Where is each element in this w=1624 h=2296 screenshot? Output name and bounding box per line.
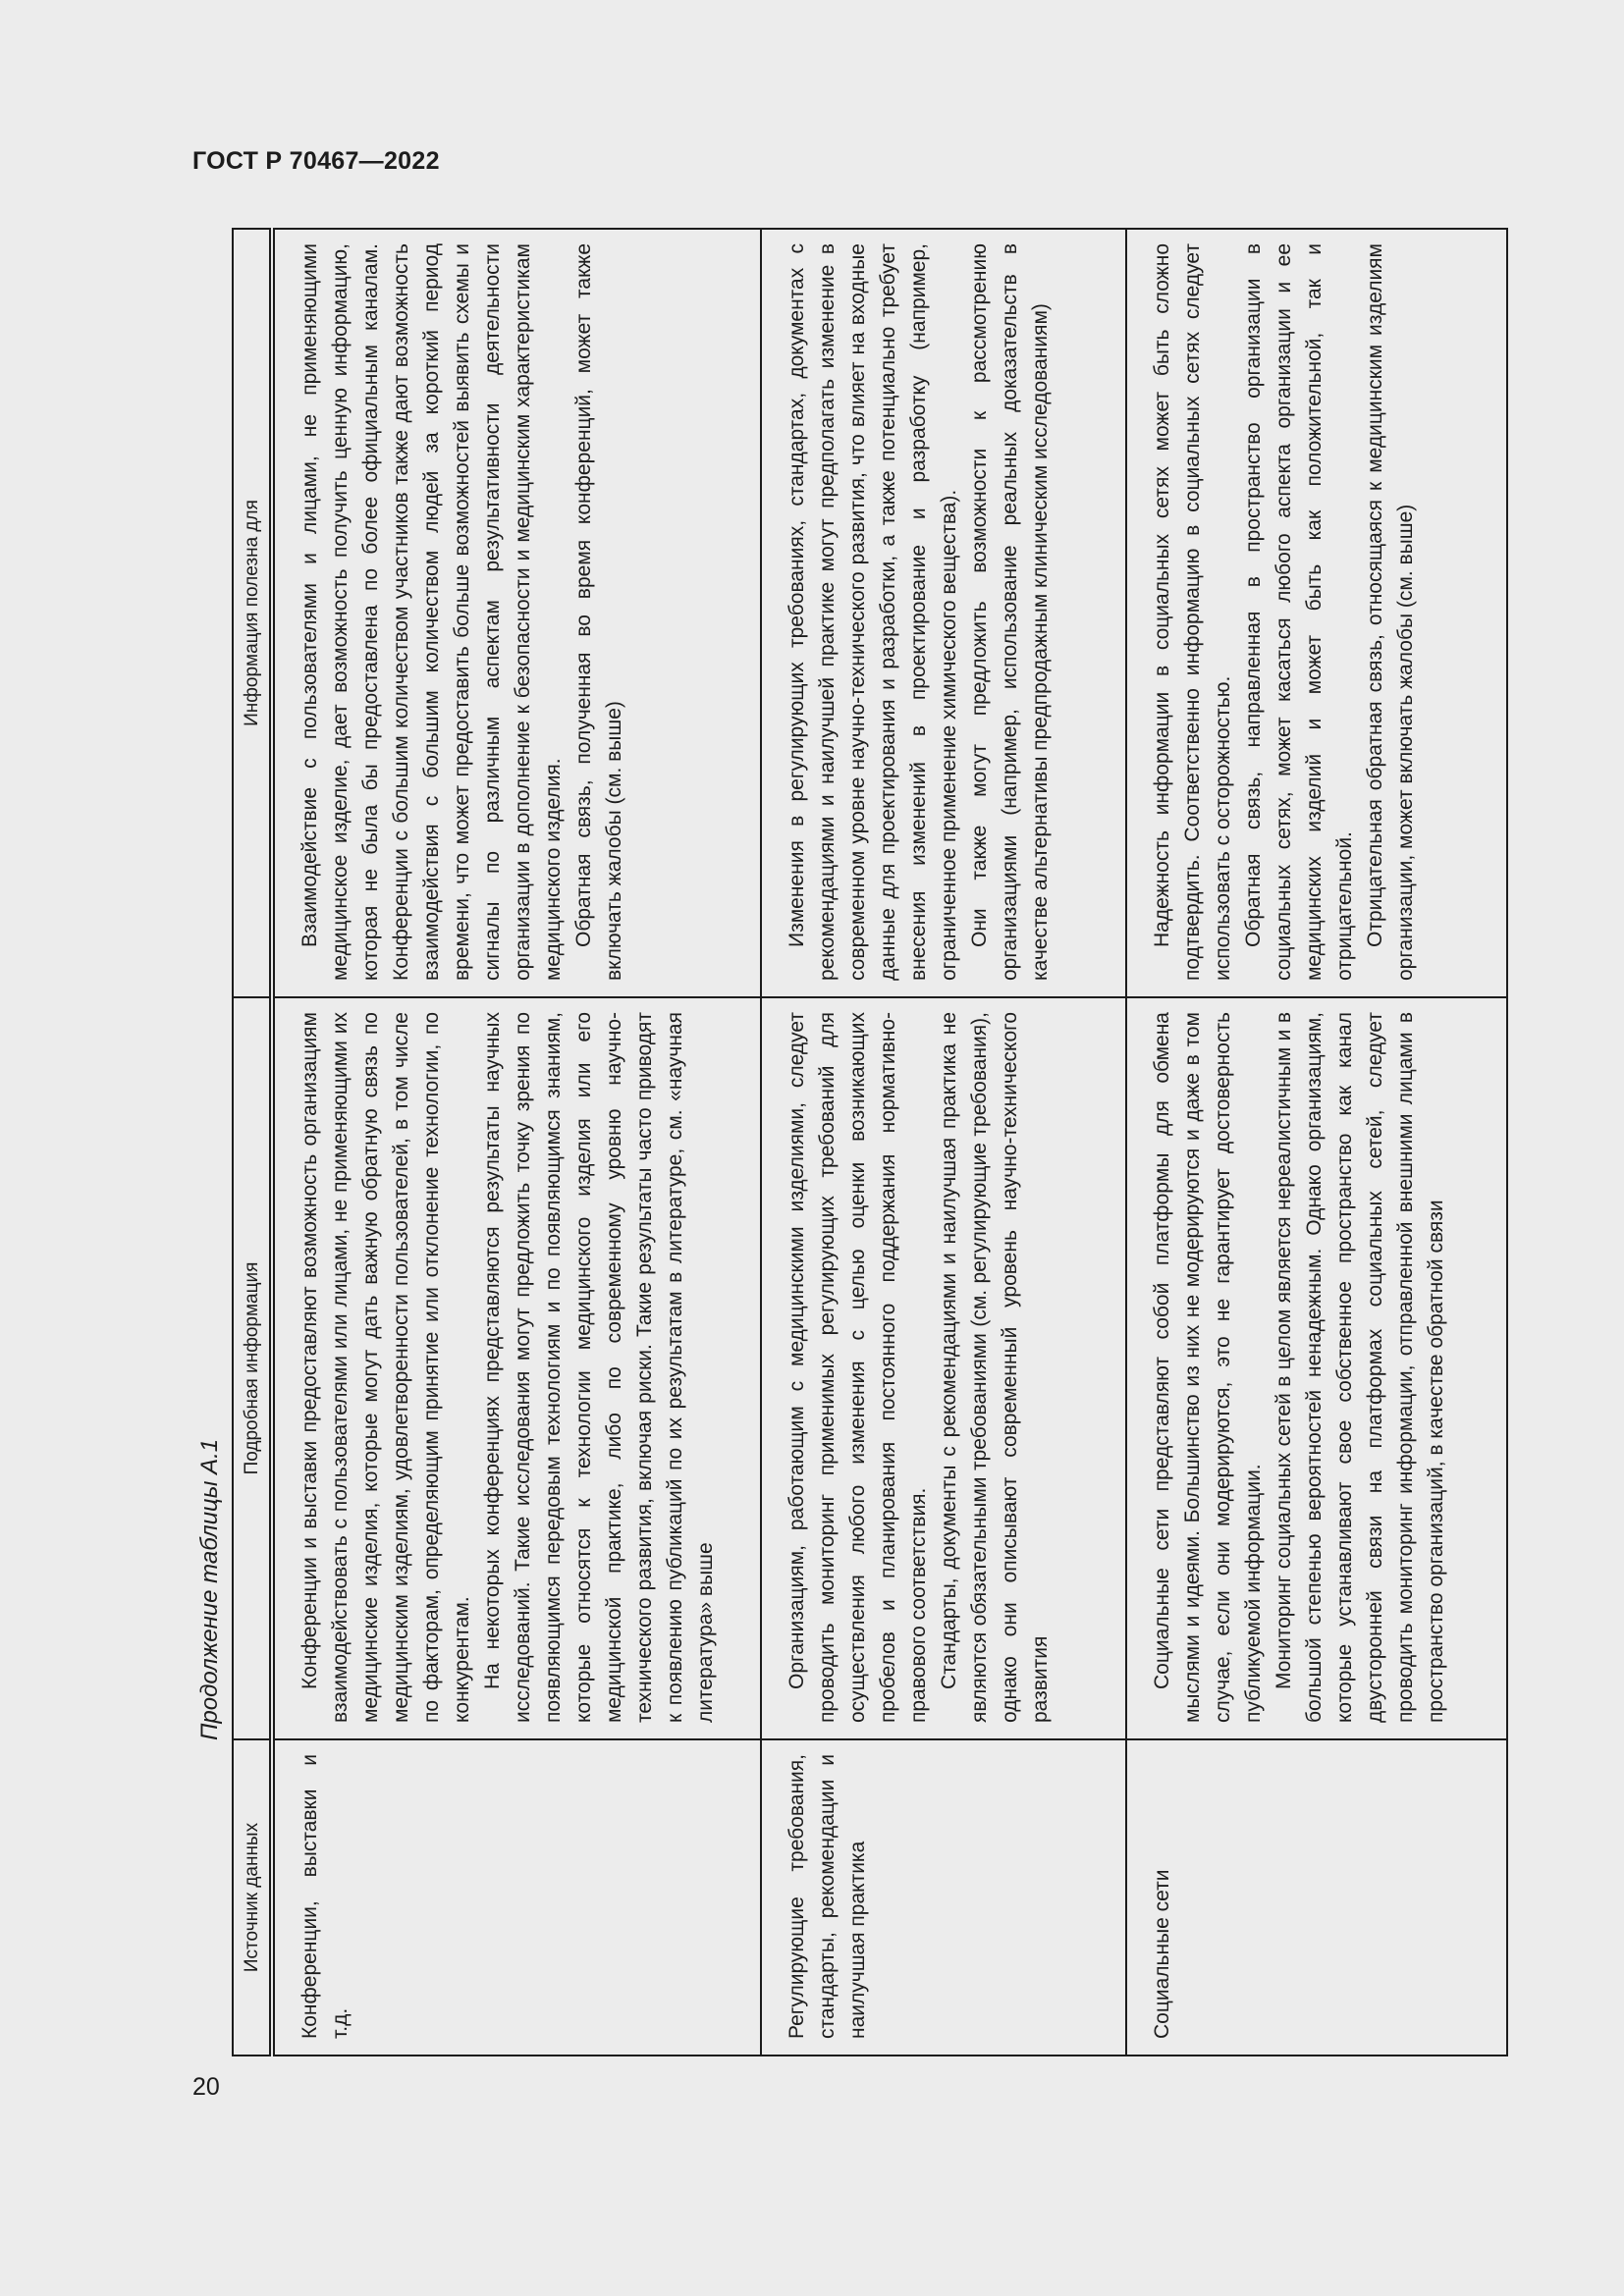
table-row bbox=[272, 229, 761, 2056]
details-cell bbox=[761, 997, 1126, 1739]
useful-paragraph: Надежность информации в социальных сетях может быть сложно подтвердить. Соответственно информацию в социальных сетях следует использовать с осторожностью. bbox=[1151, 243, 1234, 981]
column-header-source: Источник данных bbox=[233, 1739, 272, 2056]
document-title: ГОСТ Р 70467—2022 bbox=[192, 147, 440, 175]
details-paragraph: Стандарты, документы с рекомендациями и наилучшая практика не являются обязательными требованиями (см. регулирующие требования), однако они описывают современный уровень научно-технического развития bbox=[938, 1012, 1052, 1723]
page-number: 20 bbox=[192, 2073, 220, 2101]
details-cell bbox=[272, 997, 761, 1739]
useful-paragraph: Отрицательная обратная связь, относящаяся к медицинским изделиям организации, может включать жалобы (см. выше) bbox=[1364, 243, 1417, 981]
details-paragraph: Социальные сети представляют собой платформы для обмена мыслями и идеями. Большинство из них не модерируются и даже в том случае, если они модерируются, это не гарантирует достоверность публикуемой информации. bbox=[1151, 1012, 1265, 1723]
details-paragraph: Организациям, работающим с медицинскими изделиями, следует проводить мониторинг применимых регулирующих требований для осуществления любого изменения с целью оценки возникающих пробелов и планирования постоянного поддержания нормативно-правового соответствия. bbox=[785, 1012, 930, 1723]
rotated-landscape-content bbox=[192, 0, 1624, 2056]
table-header-row bbox=[233, 229, 272, 2056]
useful-paragraph: Изменения в регулирующих требованиях, стандартах, документах с рекомендациями и наилучшей практике могут предполагать изменение в современном уровне научно-технического развития, что влияет на входные данные для проектирования и разработки, а также потенциально требует внесения изменений в проектирование и разработку (например, ограниченное применение химического вещества). bbox=[785, 243, 960, 981]
useful-paragraph: Обратная связь, направленная в пространство организации в социальных сетях, может касаться любого аспекта организации и ее медицинских изделий и может быть как положительной, так и отрицательной. bbox=[1242, 243, 1356, 981]
data-sources-table bbox=[232, 228, 1508, 2056]
useful-cell bbox=[272, 229, 761, 997]
useful-cell bbox=[1126, 229, 1507, 997]
column-header-details: Подробная информация bbox=[233, 997, 272, 1739]
details-paragraph: Конференции и выставки предоставляют возможность организациям взаимодействовать с пользователями или лицами, не применяющими их медицинские изделия, которые могут дать важную обратную связь по медицинским изделиям, удовлетворенности пользователей, в том числе по факторам, определяющим принятие или отклонение технологии, по конкурентам. bbox=[298, 1012, 473, 1723]
source-cell: Социальные сети bbox=[1126, 1739, 1507, 2056]
table-row bbox=[761, 229, 1126, 2056]
column-header-useful: Информация полезна для bbox=[233, 229, 272, 997]
details-paragraph: На некоторых конференциях представляются результаты научных исследований. Такие исследования могут предложить точку зрения по появляющимся передовым технологиям и по появляющимся знаниям, которые относятся к технологии медицинского изделия или его медицинской практике, либо по современному уровню научно-технического развития, включая риски. Такие результаты часто приводят к появлению публикаций по их результатам в литературе, см. «научная литература» выше bbox=[481, 1012, 717, 1723]
useful-paragraph: Взаимодействие с пользователями и лицами, не применяющими медицинское изделие, дает возможность получить ценную информацию, которая не была бы предоставлена по более официальным каналам. Конференции с большим количеством участников также дают возможность взаимодействия с большим количеством людей за короткий период времени, что может предоставить больше возможностей выявить схемы и сигналы по различным аспектам результативности деятельности организации в дополнение к безопасности и медицинским характеристикам медицинского изделия. bbox=[298, 243, 565, 981]
table-row bbox=[1126, 229, 1507, 2056]
details-paragraph: Мониторинг социальных сетей в целом является нереалистичным и в большой степенью вероятностей ненадежным. Однако организациям, которые устанавливают свое собственное пространство как канал двусторонней связи на платформах социальных сетей, следует проводить мониторинг информации, отправленной внешними лицами в пространство организаций, в качестве обратной связи bbox=[1272, 1012, 1447, 1723]
source-cell: Регулирующие требования, стандарты, рекомендации и наилучшая практика bbox=[761, 1739, 1126, 2056]
table-caption: Продолжение таблицы А.1 bbox=[196, 1438, 223, 1740]
details-cell bbox=[1126, 997, 1507, 1739]
useful-paragraph: Они также могут предложить возможности к рассмотрению организациями (например, использование реальных доказательств в качестве альтернативы предпродажным клиническим исследованиям) bbox=[968, 243, 1052, 981]
useful-paragraph: Обратная связь, полученная во время конференций, может также включать жалобы (см. выше) bbox=[572, 243, 625, 981]
source-cell: Конференции, выставки и т.д. bbox=[272, 1739, 761, 2056]
useful-cell bbox=[761, 229, 1126, 997]
